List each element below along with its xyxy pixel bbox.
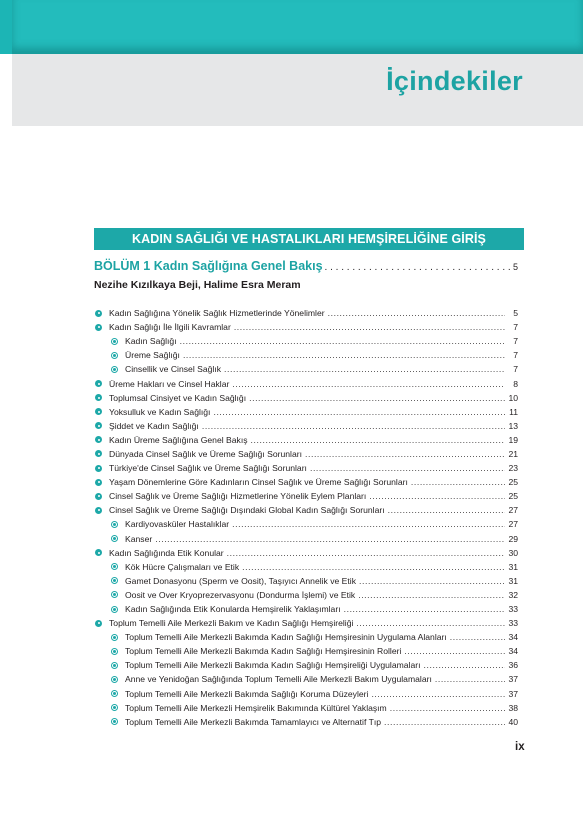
toc-entry-page: 5 (513, 308, 518, 319)
toc-entry[interactable] (94, 475, 518, 489)
toc-entry[interactable] (94, 419, 518, 433)
toc-entry-label: Toplum Temelli Aile Merkezli Bakımda Kadın Sağlığı Hemşiresinin Rolleri (125, 646, 402, 657)
toc-entry[interactable] (94, 532, 518, 546)
toc-entry-page: 29 (508, 533, 518, 544)
toc-entry-page: 34 (508, 646, 518, 657)
toc-entry[interactable] (94, 602, 518, 616)
leader-dots (371, 689, 505, 699)
toc-entry[interactable] (94, 376, 518, 390)
leader-dots (344, 604, 505, 614)
toc-entry[interactable] (94, 362, 518, 376)
toc-entry-page: 10 (508, 392, 518, 403)
leader-dots (359, 576, 505, 586)
leader-dots (224, 364, 505, 374)
toc-entry-label: Cinsel Sağlık ve Üreme Sağlığı Dışındaki Global Kadın Sağlığı Sorunları (109, 505, 385, 516)
page-title: İçindekiler (386, 66, 523, 96)
toc-entry[interactable] (94, 489, 518, 503)
leader-dots (183, 350, 505, 360)
toc-entry[interactable] (94, 701, 518, 715)
sub-bullet-icon (110, 351, 119, 360)
leader-dots (249, 393, 505, 403)
leader-dots (180, 336, 505, 346)
chapter-authors: Nezihe Kızılkaya Beji, Halime Esra Meram (94, 279, 301, 291)
bullet-icon (94, 478, 103, 487)
toc-entry-page: 27 (508, 519, 518, 530)
leader-dots (450, 632, 505, 642)
leader-dots (435, 674, 505, 684)
leader-dots (328, 308, 505, 318)
toc-entry[interactable] (94, 588, 518, 602)
leader-dots (325, 262, 511, 273)
toc-entry-label: Oosit ve Over Kryoprezervasyonu (Dondurma İşlemi) ve Etik (125, 589, 356, 600)
toc-entry-label: Gamet Donasyonu (Sperm ve Oosit), Taşıyıcı Annelik ve Etik (125, 575, 357, 586)
toc-entry-page: 13 (508, 420, 518, 431)
toc-entry[interactable] (94, 503, 518, 517)
bullet-icon (94, 548, 103, 557)
toc-entry-label: Kardiyovasküler Hastalıklar (125, 519, 230, 530)
top-color-band-inner (12, 0, 583, 54)
leader-dots (390, 703, 505, 713)
leader-dots (251, 435, 505, 445)
toc-entry-page: 25 (508, 477, 518, 488)
leader-dots (232, 519, 505, 529)
toc-entry-page: 37 (508, 674, 518, 685)
chapter-title: BÖLÜM 1 Kadın Sağlığına Genel Bakış (94, 259, 323, 273)
toc-entry-page: 11 (509, 406, 518, 417)
sub-bullet-icon (110, 562, 119, 571)
toc-entry-label: Yaşam Dönemlerine Göre Kadınların Cinsel Sağlık ve Üreme Sağlığı Sorunları (109, 477, 408, 488)
sub-bullet-icon (110, 717, 119, 726)
toc-entry-label: Kadın Sağlığında Etik Konularda Hemşirelik Yaklaşımları (125, 604, 341, 615)
toc-entry-page: 36 (508, 660, 518, 671)
leader-dots (384, 717, 505, 727)
toc-entry-label: Dünyada Cinsel Sağlık ve Üreme Sağlığı Sorunları (109, 448, 302, 459)
toc-entry-label: Türkiye'de Cinsel Sağlık ve Üreme Sağlığı Sorunları (109, 463, 307, 474)
bullet-icon (94, 407, 103, 416)
leader-dots (358, 590, 505, 600)
leader-dots (411, 477, 505, 487)
toc-entry-label: Kadın Üreme Sağlığına Genel Bakış (109, 434, 248, 445)
toc-entry[interactable] (94, 306, 518, 320)
toc-entry-page: 30 (508, 547, 518, 558)
toc-entry-label: Toplum Temelli Aile Merkezli Bakımda Sağlığı Koruma Düzeyleri (125, 688, 369, 699)
toc-entry-label: Toplum Temelli Aile Merkezli Bakımda Kadın Sağlığı Hemşireliği Uygulamaları (125, 660, 421, 671)
toc-entry-label: Üreme Sağlığı (125, 350, 180, 361)
leader-dots (388, 505, 505, 515)
toc-entry-label: Üreme Hakları ve Cinsel Haklar (109, 378, 230, 389)
sub-bullet-icon (110, 661, 119, 670)
sub-bullet-icon (110, 337, 119, 346)
toc-entry[interactable] (94, 715, 518, 729)
toc-entry-page: 38 (508, 702, 518, 713)
leader-dots (234, 322, 505, 332)
toc-entry-label: Toplum Temelli Aile Merkezli Hemşirelik Bakımında Kültürel Yaklaşım (125, 702, 387, 713)
toc-entry[interactable] (94, 348, 518, 362)
toc-entry[interactable] (94, 574, 518, 588)
sub-bullet-icon (110, 689, 119, 698)
toc-entry-label: Kadın Sağlığında Etik Konular (109, 547, 224, 558)
toc-entry[interactable] (94, 517, 518, 531)
toc-entry-page: 19 (508, 434, 518, 445)
bullet-icon (94, 323, 103, 332)
chapter-page: 5 (512, 262, 518, 272)
bullet-icon (94, 492, 103, 501)
leader-dots (404, 646, 505, 656)
leader-dots (232, 379, 505, 389)
toc-entry[interactable] (94, 447, 518, 461)
leader-dots (213, 407, 505, 417)
toc-entry-page: 32 (508, 589, 518, 600)
toc-entry-label: Toplum Temelli Aile Merkezli Bakım ve Kadın Sağlığı Hemşireliği (109, 618, 354, 629)
toc-entry[interactable] (94, 320, 518, 334)
leader-dots (305, 449, 505, 459)
toc-entry-page: 8 (513, 378, 518, 389)
toc-entry-label: Cinsellik ve Cinsel Sağlık (125, 364, 221, 375)
toc-entry-label: Toplumsal Cinsiyet ve Kadın Sağlığı (109, 392, 247, 403)
toc-entry-page: 33 (508, 604, 518, 615)
toc-entry[interactable] (94, 433, 518, 447)
bullet-icon (94, 619, 103, 628)
leader-dots (310, 463, 505, 473)
toc-entry-page: 25 (508, 491, 518, 502)
toc-entry[interactable] (94, 687, 518, 701)
toc-entry-page: 33 (508, 618, 518, 629)
toc-entry-label: Kadın Sağlığı (125, 336, 177, 347)
toc-entry[interactable] (94, 461, 518, 475)
sub-bullet-icon (110, 647, 119, 656)
toc-entry[interactable] (94, 546, 518, 560)
bullet-icon (94, 421, 103, 430)
toc-entry-label: Kadın Sağlığına Yönelik Sağlık Hizmetlerinde Yönelimler (109, 308, 325, 319)
toc-entry-label: Toplum Temelli Aile Merkezli Bakımda Tamamlayıcı ve Alternatif Tıp (125, 716, 382, 727)
sub-bullet-icon (110, 703, 119, 712)
toc-entry[interactable] (94, 405, 518, 419)
toc-entry-label: Anne ve Yenidoğan Sağlığında Toplum Temelli Aile Merkezli Bakım Uygulamaları (125, 674, 432, 685)
sub-bullet-icon (110, 534, 119, 543)
toc-entry-page: 40 (508, 716, 518, 727)
leader-dots (155, 534, 505, 544)
title-band (12, 54, 583, 126)
toc-entry-page: 34 (508, 632, 518, 643)
toc-entry-page: 23 (508, 463, 518, 474)
sub-bullet-icon (110, 675, 119, 684)
toc-entry-page: 7 (513, 350, 518, 361)
toc-entry[interactable] (94, 334, 518, 348)
sub-bullet-icon (110, 633, 119, 642)
toc-entry-page: 27 (508, 505, 518, 516)
toc-entry[interactable] (94, 616, 518, 630)
sub-bullet-icon (110, 590, 119, 599)
toc-entry[interactable] (94, 658, 518, 672)
toc-list (94, 306, 518, 729)
toc-entry[interactable] (94, 560, 518, 574)
bullet-icon (94, 464, 103, 473)
bullet-icon (94, 435, 103, 444)
toc-entry-page: 7 (513, 322, 518, 333)
sub-bullet-icon (110, 365, 119, 374)
toc-entry[interactable] (94, 672, 518, 686)
section-title-bar: KADIN SAĞLIĞI VE HASTALIKLARI HEMŞİRELİĞİNE GİRİŞ (94, 228, 524, 250)
bullet-icon (94, 449, 103, 458)
toc-entry-label: Yoksulluk ve Kadın Sağlığı (109, 406, 211, 417)
sub-bullet-icon (110, 520, 119, 529)
toc-entry-label: Toplum Temelli Aile Merkezli Bakımda Kadın Sağlığı Hemşiresinin Uygulama Alanları (125, 632, 447, 643)
leader-dots (424, 660, 506, 670)
toc-entry-page: 31 (508, 575, 518, 586)
toc-entry[interactable] (94, 391, 518, 405)
toc-entry[interactable] (94, 630, 518, 644)
toc-entry-label: Kanser (125, 533, 153, 544)
toc-entry-page: 21 (508, 448, 518, 459)
toc-entry-page: 37 (508, 688, 518, 699)
sub-bullet-icon (110, 576, 119, 585)
chapter-heading[interactable] (94, 259, 518, 275)
bullet-icon (94, 309, 103, 318)
bullet-icon (94, 393, 103, 402)
toc-entry-page: 7 (513, 336, 518, 347)
leader-dots (356, 618, 505, 628)
toc-entry-page: 7 (513, 364, 518, 375)
leader-dots (242, 562, 505, 572)
toc-entry-label: Cinsel Sağlık ve Üreme Sağlığı Hizmetlerine Yönelik Eylem Planları (109, 491, 367, 502)
sub-bullet-icon (110, 605, 119, 614)
bullet-icon (94, 506, 103, 515)
leader-dots (369, 491, 505, 501)
toc-entry[interactable] (94, 644, 518, 658)
toc-entry-label: Kadın Sağlığı İle İlgili Kavramlar (109, 322, 231, 333)
toc-entry-page: 31 (508, 561, 518, 572)
toc-entry-label: Kök Hücre Çalışmaları ve Etik (125, 561, 240, 572)
toc-entry-label: Şiddet ve Kadın Sağlığı (109, 420, 199, 431)
leader-dots (227, 548, 505, 558)
folio-page-number: ix (515, 741, 525, 753)
bullet-icon (94, 379, 103, 388)
leader-dots (202, 421, 505, 431)
top-color-band (0, 0, 583, 54)
